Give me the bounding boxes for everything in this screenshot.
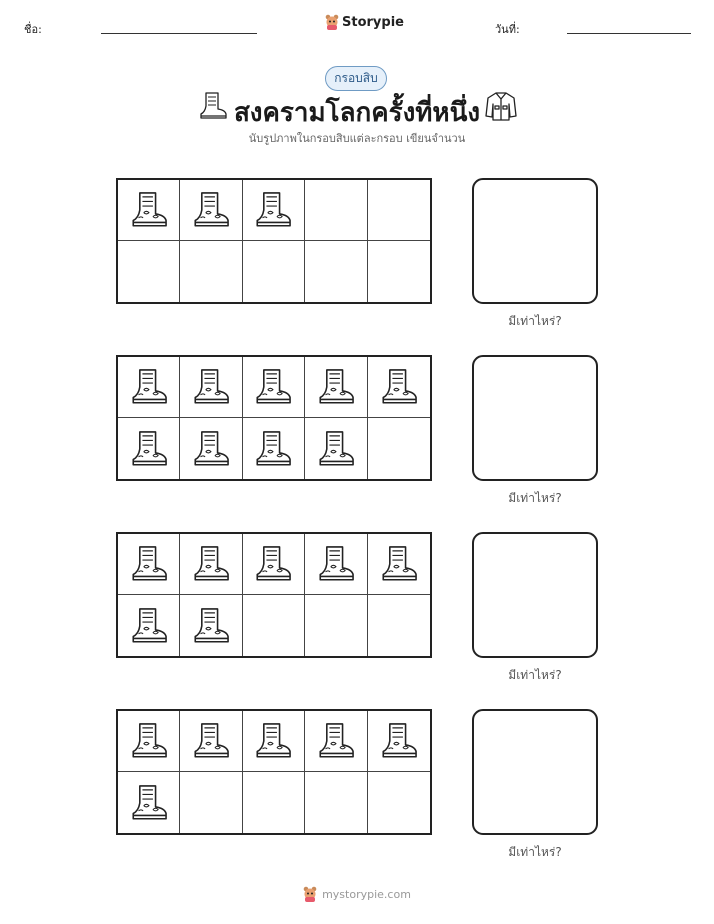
boot-icon [315,543,357,585]
storypie-logo [325,14,404,30]
ten-frame-cell [180,180,242,241]
ten-frame-1 [116,178,432,304]
ten-frame-cell [305,595,367,656]
ten-frame-cell [118,241,180,302]
boot-icon [128,782,170,824]
boot-icon [252,428,294,470]
worksheet-title: สงครามโลกครั้งที่หนึ่ง [233,98,481,128]
ten-frame-cell [368,241,430,302]
ten-frame-cell [305,418,367,479]
boot-icon [128,428,170,470]
boot-icon [252,543,294,585]
boot-icon [252,720,294,762]
boot-icon [128,720,170,762]
boot-icon [378,366,420,408]
boot-icon [190,189,232,231]
name-line[interactable] [101,33,257,34]
boot-icon [378,720,420,762]
ten-frame-cell [243,534,305,595]
answer-box-3[interactable] [472,532,598,658]
ten-frame-3 [116,532,432,658]
ten-frame-cell [243,357,305,418]
date-line[interactable] [567,33,691,34]
question-label-4: มีเท่าไหร่? [508,845,562,859]
answer-box-4[interactable] [472,709,598,835]
ten-frame-cell [118,357,180,418]
ten-frame-cell [368,534,430,595]
boot-icon [190,720,232,762]
ten-frame-cell [368,418,430,479]
ten-frame-cell [243,418,305,479]
boot-icon [190,366,232,408]
ten-frame-cell [243,595,305,656]
ten-frame-cell [243,772,305,833]
boot-icon [378,543,420,585]
ten-frame-cell [368,595,430,656]
question-label-3: มีเท่าไหร่? [508,668,562,682]
military-jacket-icon [484,90,518,122]
ten-frame-4 [116,709,432,835]
boot-icon [315,428,357,470]
boot-icon [128,543,170,585]
ten-frame-cell [305,711,367,772]
ten-frame-cell [180,357,242,418]
ten-frame-cell [180,418,242,479]
storypie-mascot-icon [303,886,317,902]
boot-icon [315,366,357,408]
boot-icon [128,189,170,231]
boot-icon [252,189,294,231]
boot-icon [190,543,232,585]
ten-frame-cell [118,418,180,479]
footer [0,886,714,902]
instructions: นับรูปภาพในกรอบสิบแต่ละกรอบ เขียนจำนวน [248,132,466,145]
boot-icon [190,428,232,470]
answer-box-2[interactable] [472,355,598,481]
ten-frame-cell [243,241,305,302]
ten-frame-cell [368,357,430,418]
ten-frame-cell [180,241,242,302]
footer-site: mystorypie.com [322,887,411,901]
boot-icon [128,605,170,647]
storypie-mascot-icon [325,14,339,30]
date-label: วันที่: [495,23,520,36]
ten-frame-cell [118,711,180,772]
ten-frame-cell [305,180,367,241]
ten-frame-cell [368,772,430,833]
ten-frame-cell [118,180,180,241]
ten-frame-cell [368,180,430,241]
brand-name: Storypie [342,14,404,30]
boot-icon [252,366,294,408]
ten-frame-cell [305,241,367,302]
question-label-2: มีเท่าไหร่? [508,491,562,505]
ten-frame-cell [243,711,305,772]
ten-frame-cell [243,180,305,241]
boot-icon [128,366,170,408]
ten-frame-2 [116,355,432,481]
question-label-1: มีเท่าไหร่? [508,314,562,328]
ten-frame-cell [305,534,367,595]
ten-frame-cell [305,772,367,833]
ten-frame-cell [180,772,242,833]
ten-frame-cell [180,595,242,656]
ten-frame-cell [180,534,242,595]
answer-box-1[interactable] [472,178,598,304]
boot-icon [190,605,232,647]
name-label: ชื่อ: [24,23,42,36]
topic-badge: กรอบสิบ [325,66,387,91]
ten-frame-cell [368,711,430,772]
ten-frame-cell [118,595,180,656]
ten-frame-cell [118,772,180,833]
ten-frame-cell [180,711,242,772]
ten-frame-cell [118,534,180,595]
boot-icon [315,720,357,762]
ten-frame-cell [305,357,367,418]
